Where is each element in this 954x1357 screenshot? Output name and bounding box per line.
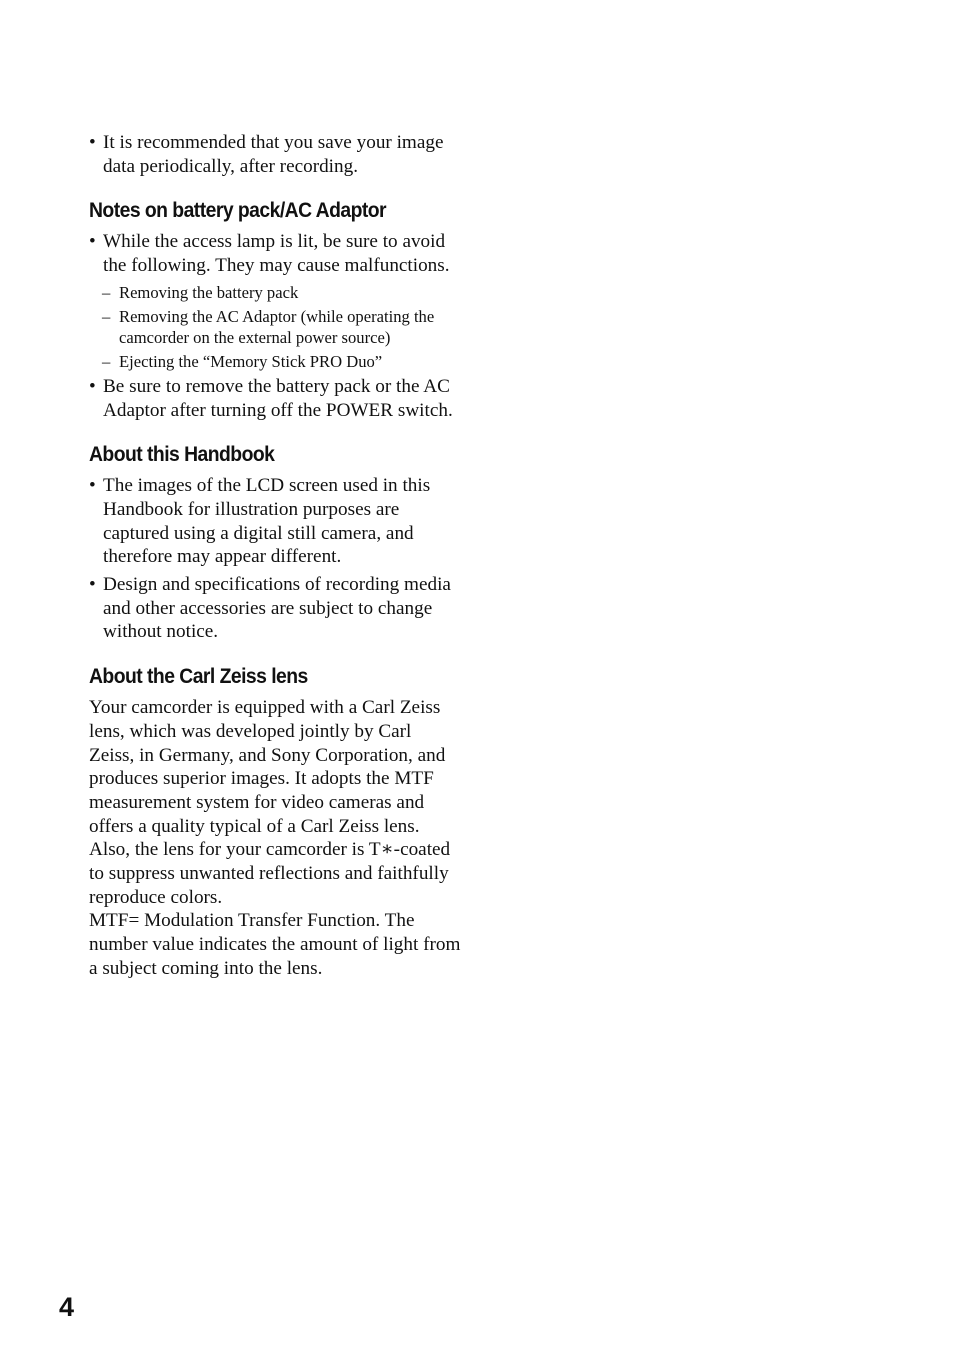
handbook-section-heading: About this Handbook [89,442,275,467]
handbook-bullet-lcd-images: • The images of the LCD screen used in this Handbook for illustration purposes are captured using a digital still camera, and therefore may appear different. [89,474,461,569]
handbook-bullet-specifications: • Design and specifications of recording media and other accessories are subject to change without notice. [89,573,461,644]
battery-subitem-list [89,282,461,372]
intro-bullet: • It is recommended that you save your image data periodically, after recording. [89,131,461,178]
battery-bullet-power-switch: • Be sure to remove the battery pack or the AC Adaptor after turning off the POWER switch. [89,375,461,422]
page-content [89,131,461,981]
lens-section-heading: About the Carl Zeiss lens [89,664,308,689]
battery-section-heading: Notes on battery pack/AC Adaptor [89,198,387,223]
lens-paragraph-mtf: MTF= Modulation Transfer Function. The number value indicates the amount of light from a subject coming into the lens. [89,910,461,979]
subitem-removing-ac-adaptor: – Removing the AC Adaptor (while operating the camcorder on the external power source) [89,306,461,348]
subitem-ejecting-memory-stick: – Ejecting the “Memory Stick PRO Duo” [89,351,461,372]
subitem-removing-battery: – Removing the battery pack [89,282,461,303]
lens-paragraph-description: Your camcorder is equipped with a Carl Zeiss lens, which was developed jointly by Carl Zeiss, in Germany, and Sony Corporation, and produces superior images. It adopts the MTF measurement system for video cameras and offers a quality typical of a Carl Zeiss lens. Also, the lens for your camcorder is T∗-coated to suppress unwanted reflections and faithfully reproduce colors. [89,697,451,908]
page-number: 4 [59,1292,75,1322]
battery-bullet-access-lamp: • While the access lamp is lit, be sure to avoid the following. They may cause malfunctions. [89,230,461,277]
